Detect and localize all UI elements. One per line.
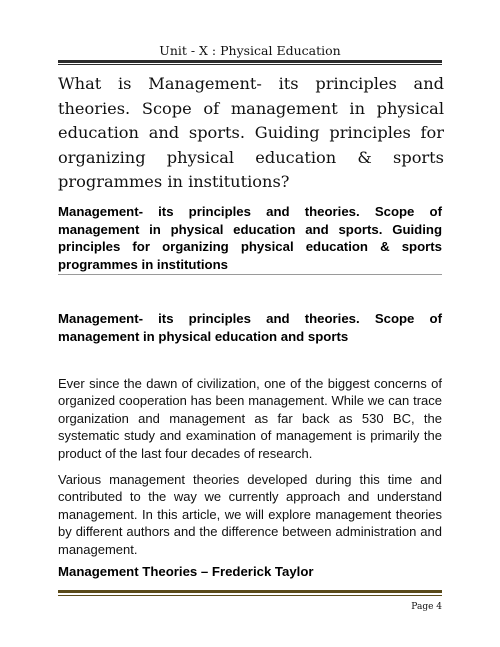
page-number: Page 4 xyxy=(411,602,442,612)
footer-rule xyxy=(58,590,442,593)
running-header: Unit - X : Physical Education xyxy=(159,43,341,58)
header-rule-thin xyxy=(58,64,442,65)
section-heading-2: Management- its principles and theories. Scope of management in physical education and sports xyxy=(58,311,442,344)
footer-rule-thin xyxy=(58,595,442,596)
section-heading-1: Management- its principles and theories. Scope of management in physical education and sports. Guiding principles for organizing physical education & sports programmes in institutions xyxy=(58,204,442,272)
paragraph-1: Ever since the dawn of civilization, one of the biggest concerns of organized cooperation has been management. While we can trace organization and management as far back as 530 BC, the systematic study and examination of management is primarily the product of the last four decades of research. xyxy=(58,376,442,461)
subheading-taylor: Management Theories – Frederick Taylor xyxy=(58,564,314,579)
section-divider xyxy=(58,274,442,275)
header-rule xyxy=(58,60,442,63)
question-title: What is Management- its principles and theories. Scope of management in physical education and sports. Guiding principles for organizing physical education & sports programmes in institutions? xyxy=(58,74,444,191)
paragraph-2: Various management theories developed during this time and contributed to the way we currently approach and understand management. In this article, we will explore management theories by different authors and the difference between administration and management. xyxy=(58,472,442,557)
